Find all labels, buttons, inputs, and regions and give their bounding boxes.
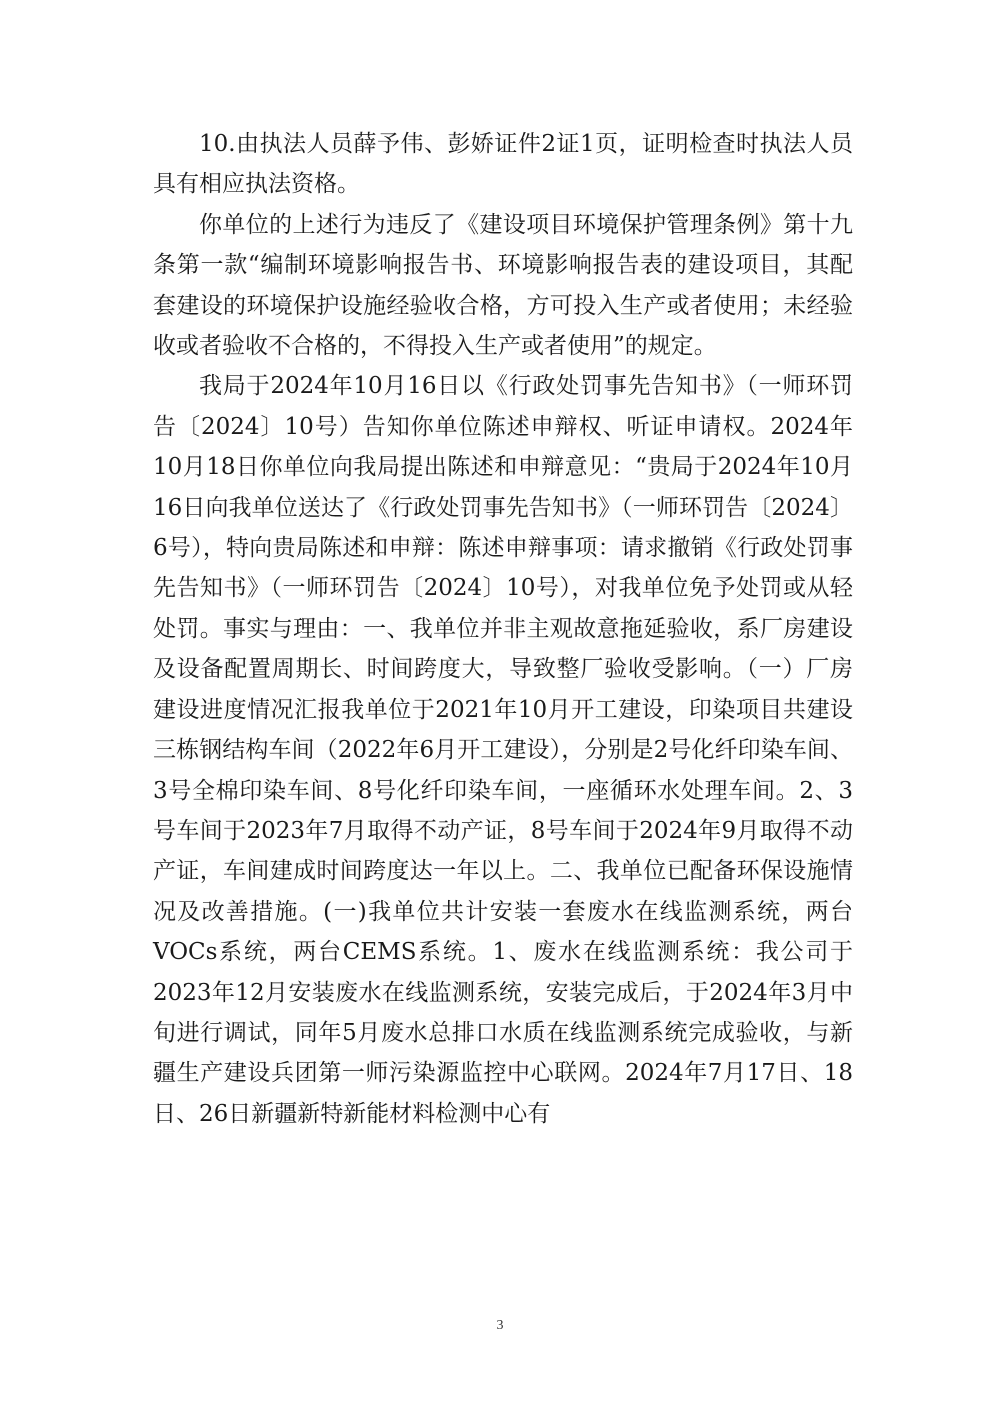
page-number: 3: [496, 1318, 504, 1333]
paragraph-notice-and-defense: 我局于2024年10月16日以《行政处罚事先告知书》（一师环罚告〔2024〕10号）告知你单位陈述申辩权、听证申请权。2024年10月18日你单位向我局提出陈述和申辩意见：“贵局于2024年10月16日向我单位送达了《行政处罚事先告知书》（一师环罚告〔2024〕6号），特向贵局陈述和申辩：陈述申辩事项：请求撤销《行政处罚事先告知书》（一师环罚告〔2024〕10号），对我单位免予处罚或从轻处罚。事实与理由：一、我单位并非主观故意拖延验收，系厂房建设及设备配置周期长、时间跨度大，导致整厂验收受影响。（一）厂房建设进度情况汇报我单位于2021年10月开工建设，印染项目共建设三栋钢结构车间（2022年6月开工建设），分别是2号化纤印染车间、3号全棉印染车间、8号化纤印染车间，一座循环水处理车间。2、3号车间于2023年7月取得不动产证，8号车间于2024年9月取得不动产证，车间建成时间跨度达一年以上。二、我单位已配备环保设施情况及改善措施。(一)我单位共计安装一套废水在线监测系统，两台VOCs系统，两台CEMS系统。1、废水在线监测系统：我公司于2023年12月安装废水在线监测系统，安装完成后，于2024年3月中旬进行调试，同年5月废水总排口水质在线监测系统完成验收，与新疆生产建设兵团第一师污染源监控中心联网。2024年7月17日、18日、26日新疆新特新能材料检测中心有: [153, 373, 853, 1127]
body-text: [153, 124, 853, 1134]
paragraph-credentials: 10.由执法人员薛予伟、彭娇证件2证1页，证明检查时执法人员具有相应执法资格。: [153, 131, 853, 198]
paragraph-violation: 你单位的上述行为违反了《建设项目环境保护管理条例》第十九条第一款“编制环境影响报告书、环境影响报告表的建设项目，其配套建设的环境保护设施经验收合格，方可投入生产或者使用；未经验收或者验收不合格的，不得投入生产或者使用”的规定。: [153, 211, 853, 360]
